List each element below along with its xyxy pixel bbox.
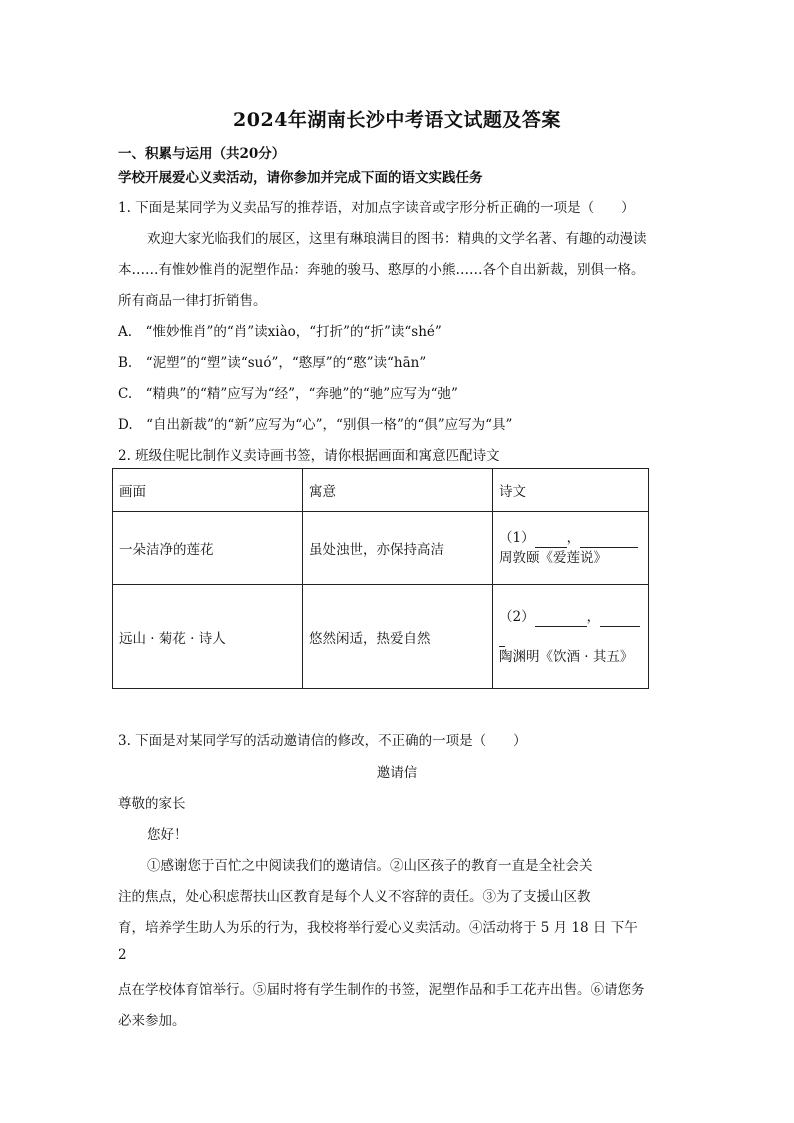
picture-cell: 远山 · 菊花 · 诗人 <box>113 585 303 689</box>
section-heading: 一、积累与运用（共20分） <box>118 146 286 162</box>
blank-comma: ， <box>566 530 581 546</box>
q1-passage-line: 欢迎大家光临我们的展区，这里有琳琅满目的图书：精典的文学名著、有趣的动漫读 <box>147 231 647 247</box>
fill-blank-continuation <box>499 627 642 647</box>
letter-body-line: ①感谢您于百忙之中阅读我们的邀请信。②山区孩子的教育一直是全社会关 <box>147 858 593 874</box>
q1-option-c: C. “精典”的“精”应写为“经”，“奔驰”的“驰”应写为“弛” <box>118 386 458 402</box>
q1-passage-line: 本……有惟妙惟肖的泥塑作品：奔驰的骏马、憨厚的小熊……各个自出新裁，别俱一格。 <box>118 262 645 278</box>
q3-stem: 3. 下面是对某同学写的活动邀请信的修改，不正确的一项是（ ） <box>118 733 527 749</box>
poem-table <box>112 468 649 689</box>
page-title: 2024年湖南长沙中考语文试题及答案 <box>233 109 561 131</box>
meaning-cell: 虽处浊世，亦保持高洁 <box>303 512 493 585</box>
letter-body-line: 2 <box>118 947 127 963</box>
table-row <box>113 585 649 689</box>
letter-body-line: 点在学校体育馆举行。⑤届时将有学生制作的书签，泥塑作品和手工花卉出售。⑥请您务 <box>118 982 645 998</box>
answer-blank[interactable] <box>600 612 640 627</box>
task-intro: 学校开展爱心义卖活动，请你参加并完成下面的语文实践任务 <box>118 170 483 186</box>
letter-body-line: 必来参加。 <box>118 1013 186 1029</box>
meaning-cell: 悠然闲适，热爱自然 <box>303 585 493 689</box>
table-header-row <box>113 469 649 512</box>
poem-cell <box>493 512 649 585</box>
answer-blank[interactable] <box>580 533 638 548</box>
fill-blank-line <box>499 607 642 627</box>
letter-body-line: 育，培养学生助人为乐的行为，我校将举行爱心义卖活动。④活动将于 5 月 18 日 下午 <box>118 920 638 936</box>
blank-label: （1） <box>499 530 535 546</box>
table-header-cell: 寓意 <box>303 469 493 512</box>
poem-source: 周敦颐《爱莲说》 <box>499 550 607 566</box>
blank-comma: ， <box>586 608 601 625</box>
answer-blank[interactable] <box>499 632 505 647</box>
q1-passage-line: 所有商品一律打折销售。 <box>118 293 267 309</box>
table-row <box>113 512 649 585</box>
table-header-cell: 画面 <box>113 469 303 512</box>
blank-label: （2） <box>499 608 535 625</box>
table-header-cell: 诗文 <box>493 469 649 512</box>
poem-source: 陶渊明《饮酒 · 其五》 <box>499 648 634 665</box>
letter-salutation: 尊敬的家长 <box>118 796 186 812</box>
answer-blank[interactable] <box>535 533 567 548</box>
q1-stem: 1. 下面是某同学为义卖品写的推荐语，对加点字读音或字形分析正确的一项是（ ） <box>118 200 635 216</box>
fill-blank-line <box>499 528 642 548</box>
letter-title: 邀请信 <box>376 765 418 781</box>
q1-option-d: D. “自出新裁”的“新”应写为“心”，“别俱一格”的“俱”应写为“具” <box>118 417 513 433</box>
answer-blank[interactable] <box>535 612 587 627</box>
q1-option-b: B. “泥塑”的“塑”读“suó”，“憨厚”的“憨”读“hān” <box>118 355 427 371</box>
q2-stem: 2. 班级住呢比制作义卖诗画书签，请你根据画面和寓意匹配诗文 <box>118 448 500 464</box>
letter-greeting: 您好！ <box>147 827 188 843</box>
picture-cell: 一朵洁净的莲花 <box>113 512 303 585</box>
letter-body-line: 注的焦点，处心积虑帮扶山区教育是每个人义不容辞的责任。③为了支援山区教 <box>118 889 591 905</box>
poem-cell <box>493 585 649 689</box>
q1-option-a: A. “惟妙惟肖”的“肖”读xiào，“打折”的“折”读“shé” <box>118 324 442 340</box>
